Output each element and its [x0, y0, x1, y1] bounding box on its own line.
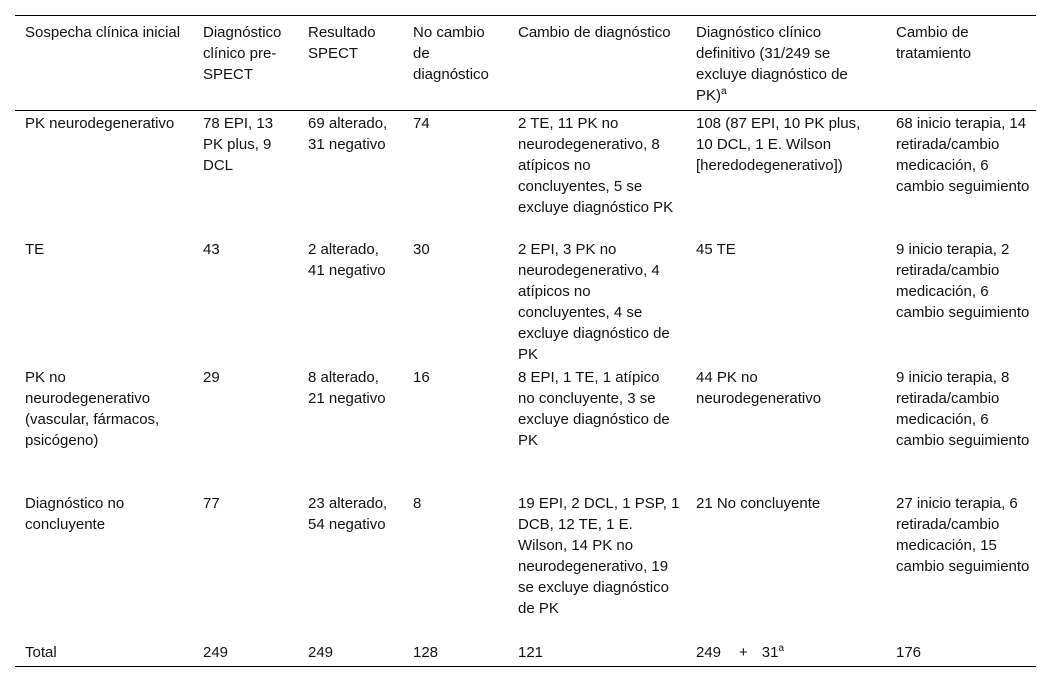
cell-cambio: 2 EPI, 3 PK no neurodegenerativo, 4 atípicos no concluyentes, 4 se excluye diagnóstico de PK — [518, 241, 670, 363]
cell-sospecha: PK no neurodegenerativo (vascular, fármacos, psicógeno) — [25, 369, 160, 449]
cell-total-definitivo — [686, 640, 886, 667]
cell-tratamiento: 27 inicio terapia, 6 retirada/cambio medicación, 15 cambio seguimiento — [896, 495, 1030, 575]
cell-sospecha: Diagnóstico no concluyente — [25, 495, 125, 533]
data-table — [15, 15, 1036, 667]
cell-spect: 69 alterado, 31 negativo — [308, 115, 388, 153]
footnote-mark: a — [721, 86, 727, 97]
total-definitivo-value: 249 — [696, 644, 722, 661]
cell-no-cambio: 74 — [413, 115, 430, 132]
header-cambio: Cambio de diagnóstico — [518, 24, 671, 41]
cell-definitivo: 108 (87 EPI, 10 PK plus, 10 DCL, 1 E. Wilson [heredodegenerativo]) — [696, 115, 861, 174]
cell-spect: 23 alterado, 54 negativo — [308, 495, 388, 533]
cell-total-spect: 249 — [308, 644, 334, 661]
total-footnote-mark: a — [778, 643, 785, 654]
cell-total-cambio: 121 — [518, 644, 544, 661]
header-resultado-spect: Resultado SPECT — [308, 24, 376, 62]
cell-pre-spect: 29 — [203, 369, 220, 386]
cell-cambio: 19 EPI, 2 DCL, 1 PSP, 1 DCB, 12 TE, 1 E. Wilson, 14 PK no neurodegenerativo, 19 se excluye diagnóstico de PK — [518, 495, 680, 617]
header-tratamiento: Cambio de tratamiento — [896, 24, 972, 62]
cell-no-cambio: 16 — [413, 369, 430, 386]
total-excluded-value: 31 — [761, 644, 779, 661]
cell-total-pre-spect: 249 — [203, 644, 229, 661]
table-row — [15, 491, 1036, 640]
cell-no-cambio: 30 — [413, 241, 430, 258]
header-row — [15, 16, 1036, 111]
cell-sospecha: PK neurodegenerativo — [25, 115, 175, 132]
cell-spect: 8 alterado, 21 negativo — [308, 369, 386, 407]
cell-total-label: Total — [25, 644, 57, 661]
cell-pre-spect: 43 — [203, 241, 220, 258]
total-row — [15, 640, 1036, 667]
cell-total-tratamiento: 176 — [896, 644, 922, 661]
table-body — [15, 111, 1036, 667]
table-row — [15, 237, 1036, 365]
header-definitivo-text: Diagnóstico clínico definitivo (31/249 se excluye diagnóstico de PK) — [696, 24, 848, 104]
cell-tratamiento: 9 inicio terapia, 2 retirada/cambio medicación, 6 cambio seguimiento — [896, 241, 1030, 321]
cell-pre-spect: 77 — [203, 495, 220, 512]
header-sospecha: Sospecha clínica inicial — [25, 24, 181, 41]
cell-definitivo: 21 No concluyente — [696, 495, 821, 512]
table-row — [15, 365, 1036, 491]
cell-no-cambio: 8 — [413, 495, 422, 512]
cell-cambio: 2 TE, 11 PK no neurodegenerativo, 8 atípicos no concluyentes, 5 se excluye diagnóstico PK — [518, 115, 674, 216]
cell-tratamiento: 68 inicio terapia, 14 retirada/cambio medicación, 6 cambio seguimiento — [896, 115, 1030, 195]
cell-spect: 2 alterado, 41 negativo — [308, 241, 386, 279]
cell-definitivo: 44 PK no neurodegenerativo — [696, 369, 822, 407]
header-pre-spect: Diagnóstico clínico pre-SPECT — [203, 24, 282, 83]
table-row — [15, 111, 1036, 238]
cell-definitivo: 45 TE — [696, 241, 736, 258]
cell-sospecha: TE — [25, 241, 45, 258]
cell-cambio: 8 EPI, 1 TE, 1 atípico no concluyente, 3 se excluye diagnóstico de PK — [518, 369, 670, 449]
cell-tratamiento: 9 inicio terapia, 8 retirada/cambio medicación, 6 cambio seguimiento — [896, 369, 1030, 449]
cell-pre-spect: 78 EPI, 13 PK plus, 9 DCL — [203, 115, 274, 174]
total-plus-sign: + — [739, 644, 748, 661]
table-header — [15, 16, 1036, 111]
header-no-cambio: No cambio de diagnóstico — [413, 24, 489, 83]
header-definitivo — [686, 16, 886, 111]
cell-total-no-cambio: 128 — [413, 644, 439, 661]
